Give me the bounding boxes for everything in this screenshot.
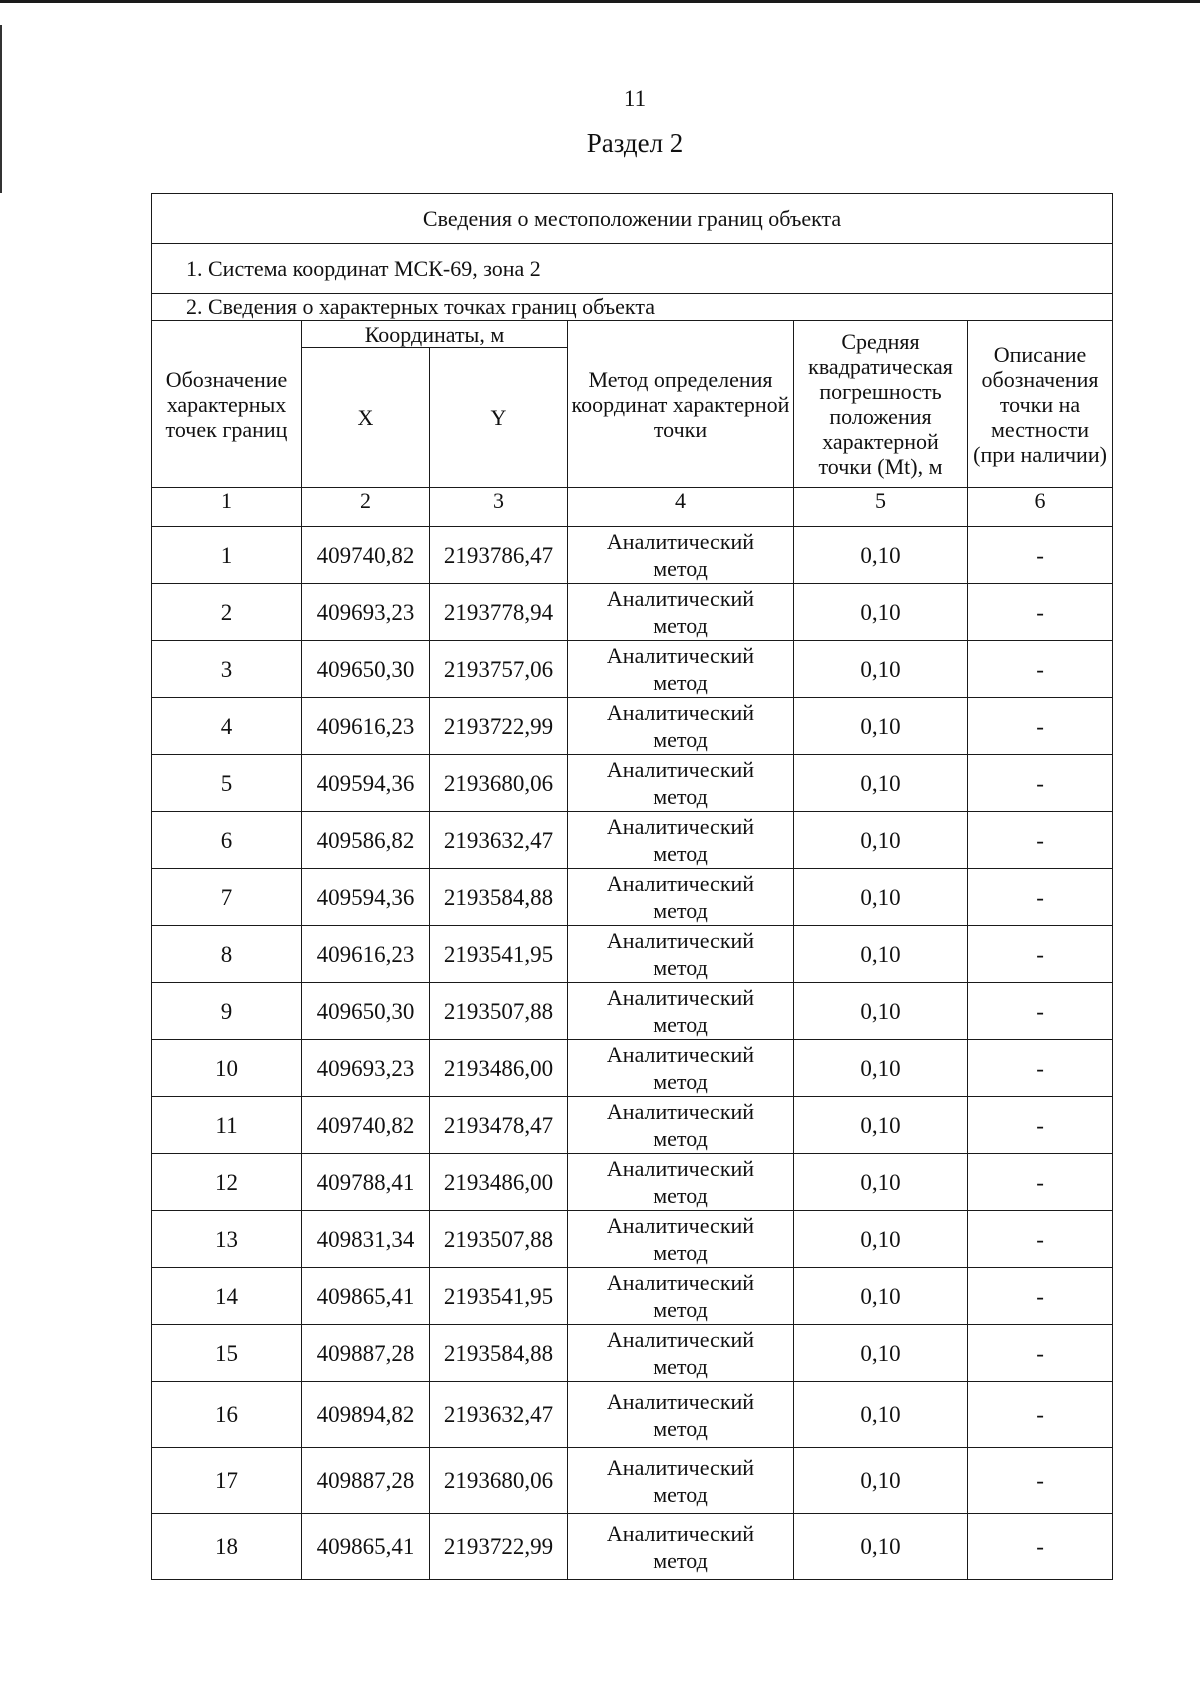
mean-square-error: 0,10 xyxy=(794,1382,968,1448)
point-description: - xyxy=(968,1325,1113,1382)
method-label: Аналитический xyxy=(606,1327,755,1352)
mean-square-error: 0,10 xyxy=(794,1154,968,1211)
y-coordinate: 2193486,00 xyxy=(430,1040,568,1097)
point-description: - xyxy=(968,1448,1113,1514)
method xyxy=(568,869,794,926)
method-label: метод xyxy=(653,1481,708,1507)
y-coordinate: 2193722,99 xyxy=(430,698,568,755)
method xyxy=(568,926,794,983)
method xyxy=(568,1097,794,1154)
y-coordinate: 2193632,47 xyxy=(430,812,568,869)
y-coordinate: 2193584,88 xyxy=(430,1325,568,1382)
method-label: Аналитический xyxy=(606,1099,755,1124)
method-label: Аналитический xyxy=(606,1213,755,1238)
x-coordinate: 409740,82 xyxy=(302,1097,430,1154)
y-coordinate: 2193507,88 xyxy=(430,1211,568,1268)
method-label: метод xyxy=(653,670,708,695)
point-description: - xyxy=(968,1097,1113,1154)
table-row xyxy=(152,1154,1113,1211)
y-coordinate: 2193486,00 xyxy=(430,1154,568,1211)
y-coordinate: 2193541,95 xyxy=(430,1268,568,1325)
table-title: Сведения о местоположении границ объекта xyxy=(152,194,1113,244)
header-method: Метод определения координат характерной точки xyxy=(568,321,794,488)
x-coordinate: 409831,34 xyxy=(302,1211,430,1268)
method-label: Аналитический xyxy=(606,1454,755,1480)
column-number: 3 xyxy=(430,488,568,527)
point-designation: 15 xyxy=(152,1325,302,1382)
header-coordinates: Координаты, м xyxy=(302,321,568,348)
point-designation: 9 xyxy=(152,983,302,1040)
method-label: метод xyxy=(653,841,708,866)
table-row xyxy=(152,755,1113,812)
method-label: Аналитический xyxy=(606,1388,755,1414)
point-designation: 8 xyxy=(152,926,302,983)
y-coordinate: 2193541,95 xyxy=(430,926,568,983)
method-label: Аналитический xyxy=(606,529,755,554)
mean-square-error: 0,10 xyxy=(794,926,968,983)
method xyxy=(568,641,794,698)
method-label: метод xyxy=(653,1069,708,1094)
x-coordinate: 409693,23 xyxy=(302,584,430,641)
points-info-row: 2. Сведения о характерных точках границ объекта xyxy=(152,294,1113,321)
coordinate-system-row: 1. Система координат МСК-69, зона 2 xyxy=(152,244,1113,294)
point-description: - xyxy=(968,1154,1113,1211)
page-edge-top xyxy=(0,0,1200,3)
y-coordinate: 2193786,47 xyxy=(430,527,568,584)
method-label: метод xyxy=(653,1012,708,1037)
table-row xyxy=(152,1211,1113,1268)
point-designation: 16 xyxy=(152,1382,302,1448)
point-designation: 13 xyxy=(152,1211,302,1268)
table-row xyxy=(152,698,1113,755)
point-description: - xyxy=(968,641,1113,698)
method-label: метод xyxy=(653,1415,708,1441)
method xyxy=(568,1514,794,1580)
method-label: Аналитический xyxy=(606,871,755,896)
point-designation: 5 xyxy=(152,755,302,812)
method xyxy=(568,983,794,1040)
point-description: - xyxy=(968,983,1113,1040)
point-designation: 7 xyxy=(152,869,302,926)
boundary-points-table xyxy=(151,193,1113,1580)
header-y: Y xyxy=(430,348,568,488)
method-label: метод xyxy=(653,1354,708,1379)
y-coordinate: 2193757,06 xyxy=(430,641,568,698)
column-number: 4 xyxy=(568,488,794,527)
method xyxy=(568,755,794,812)
method-label: метод xyxy=(653,1126,708,1151)
method xyxy=(568,812,794,869)
method-label: Аналитический xyxy=(606,814,755,839)
header-description: Описание обозначения точки на местности (при наличии) xyxy=(968,321,1113,488)
point-designation: 2 xyxy=(152,584,302,641)
point-designation: 10 xyxy=(152,1040,302,1097)
point-description: - xyxy=(968,1514,1113,1580)
method xyxy=(568,527,794,584)
table-row xyxy=(152,1040,1113,1097)
table-row xyxy=(152,983,1113,1040)
table-row xyxy=(152,926,1113,983)
mean-square-error: 0,10 xyxy=(794,527,968,584)
method-label: Аналитический xyxy=(606,1520,755,1546)
table-row xyxy=(152,1268,1113,1325)
mean-square-error: 0,10 xyxy=(794,1448,968,1514)
y-coordinate: 2193680,06 xyxy=(430,1448,568,1514)
method xyxy=(568,1154,794,1211)
y-coordinate: 2193680,06 xyxy=(430,755,568,812)
method xyxy=(568,698,794,755)
method-label: метод xyxy=(653,613,708,638)
x-coordinate: 409650,30 xyxy=(302,641,430,698)
page-number: 11 xyxy=(623,86,647,111)
method-label: Аналитический xyxy=(606,1156,755,1181)
x-coordinate: 409887,28 xyxy=(302,1325,430,1382)
y-coordinate: 2193584,88 xyxy=(430,869,568,926)
x-coordinate: 409594,36 xyxy=(302,755,430,812)
table-row xyxy=(152,1514,1113,1580)
point-designation: 11 xyxy=(152,1097,302,1154)
mean-square-error: 0,10 xyxy=(794,1211,968,1268)
x-coordinate: 409650,30 xyxy=(302,983,430,1040)
table-row xyxy=(152,641,1113,698)
table-row xyxy=(152,869,1113,926)
column-number: 2 xyxy=(302,488,430,527)
method-label: Аналитический xyxy=(606,928,755,953)
point-designation: 18 xyxy=(152,1514,302,1580)
point-description: - xyxy=(968,527,1113,584)
method-label: Аналитический xyxy=(606,586,755,611)
mean-square-error: 0,10 xyxy=(794,641,968,698)
method-label: Аналитический xyxy=(606,1270,755,1295)
y-coordinate: 2193478,47 xyxy=(430,1097,568,1154)
table-row xyxy=(152,1097,1113,1154)
x-coordinate: 409616,23 xyxy=(302,926,430,983)
point-description: - xyxy=(968,1382,1113,1448)
method-label: метод xyxy=(653,955,708,980)
header-x: X xyxy=(302,348,430,488)
mean-square-error: 0,10 xyxy=(794,755,968,812)
point-description: - xyxy=(968,1268,1113,1325)
method-label: метод xyxy=(653,1547,708,1573)
y-coordinate: 2193778,94 xyxy=(430,584,568,641)
header-error: Средняя квадратическая погрешность положения характерной точки (Mt), м xyxy=(794,321,968,488)
method xyxy=(568,1325,794,1382)
method xyxy=(568,1382,794,1448)
y-coordinate: 2193507,88 xyxy=(430,983,568,1040)
mean-square-error: 0,10 xyxy=(794,869,968,926)
x-coordinate: 409865,41 xyxy=(302,1514,430,1580)
point-designation: 3 xyxy=(152,641,302,698)
mean-square-error: 0,10 xyxy=(794,983,968,1040)
section-title: Раздел 2 xyxy=(586,128,684,158)
method-label: Аналитический xyxy=(606,757,755,782)
mean-square-error: 0,10 xyxy=(794,812,968,869)
mean-square-error: 0,10 xyxy=(794,1097,968,1154)
table-row xyxy=(152,584,1113,641)
table-row xyxy=(152,812,1113,869)
method-label: Аналитический xyxy=(606,643,755,668)
x-coordinate: 409693,23 xyxy=(302,1040,430,1097)
mean-square-error: 0,10 xyxy=(794,584,968,641)
point-designation: 6 xyxy=(152,812,302,869)
point-designation: 1 xyxy=(152,527,302,584)
method-label: метод xyxy=(653,784,708,809)
point-description: - xyxy=(968,584,1113,641)
method-label: метод xyxy=(653,727,708,752)
column-number: 5 xyxy=(794,488,968,527)
point-designation: 12 xyxy=(152,1154,302,1211)
method-label: метод xyxy=(653,556,708,581)
y-coordinate: 2193632,47 xyxy=(430,1382,568,1448)
method xyxy=(568,1211,794,1268)
x-coordinate: 409894,82 xyxy=(302,1382,430,1448)
point-description: - xyxy=(968,698,1113,755)
x-coordinate: 409865,41 xyxy=(302,1268,430,1325)
table-row xyxy=(152,527,1113,584)
x-coordinate: 409740,82 xyxy=(302,527,430,584)
method xyxy=(568,1040,794,1097)
point-description: - xyxy=(968,755,1113,812)
point-designation: 17 xyxy=(152,1448,302,1514)
mean-square-error: 0,10 xyxy=(794,1040,968,1097)
method-label: Аналитический xyxy=(606,985,755,1010)
header-designation: Обозначение характерных точек границ xyxy=(152,321,302,488)
method-label: метод xyxy=(653,1183,708,1208)
point-description: - xyxy=(968,812,1113,869)
method xyxy=(568,584,794,641)
column-number: 6 xyxy=(968,488,1113,527)
y-coordinate: 2193722,99 xyxy=(430,1514,568,1580)
mean-square-error: 0,10 xyxy=(794,1268,968,1325)
column-number: 1 xyxy=(152,488,302,527)
x-coordinate: 409887,28 xyxy=(302,1448,430,1514)
method-label: метод xyxy=(653,1240,708,1265)
point-designation: 4 xyxy=(152,698,302,755)
x-coordinate: 409616,23 xyxy=(302,698,430,755)
method-label: Аналитический xyxy=(606,1042,755,1067)
method-label: Аналитический xyxy=(606,700,755,725)
mean-square-error: 0,10 xyxy=(794,1325,968,1382)
table-row xyxy=(152,1448,1113,1514)
table-row xyxy=(152,1382,1113,1448)
point-description: - xyxy=(968,926,1113,983)
method-label: метод xyxy=(653,1297,708,1322)
method-label: метод xyxy=(653,898,708,923)
point-designation: 14 xyxy=(152,1268,302,1325)
x-coordinate: 409586,82 xyxy=(302,812,430,869)
x-coordinate: 409788,41 xyxy=(302,1154,430,1211)
x-coordinate: 409594,36 xyxy=(302,869,430,926)
table-row xyxy=(152,1325,1113,1382)
point-description: - xyxy=(968,869,1113,926)
point-description: - xyxy=(968,1040,1113,1097)
method xyxy=(568,1448,794,1514)
mean-square-error: 0,10 xyxy=(794,698,968,755)
method xyxy=(568,1268,794,1325)
point-description: - xyxy=(968,1211,1113,1268)
mean-square-error: 0,10 xyxy=(794,1514,968,1580)
